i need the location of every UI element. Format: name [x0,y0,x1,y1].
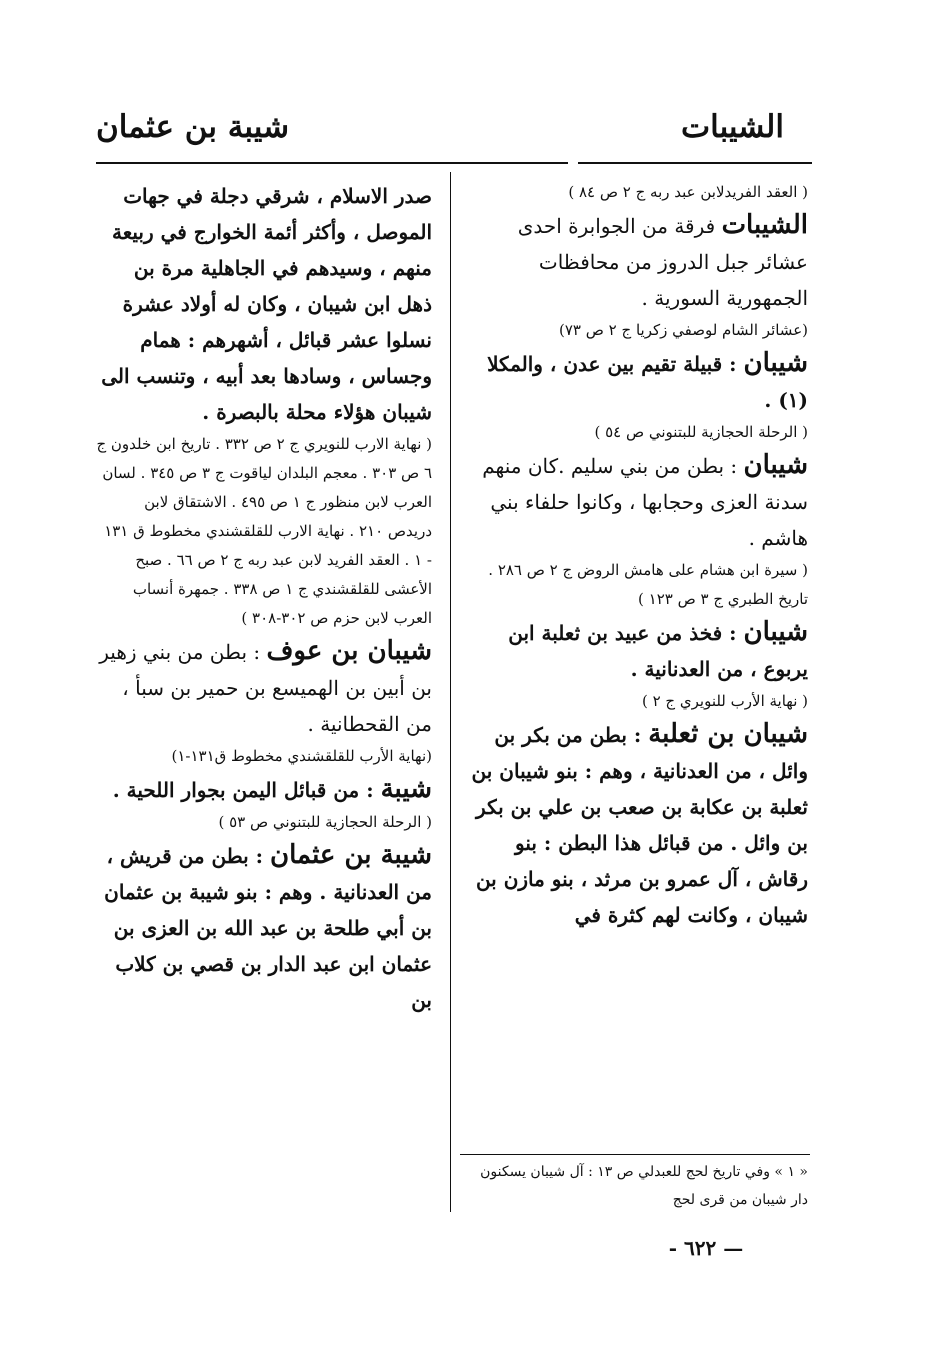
entry-shaybat [460,207,808,316]
entry-shayban-bin-awf [96,633,432,742]
entry-headword: شيبة بن عثمان [270,840,432,870]
entry-text: : بطن من بني زهير بن أبين بن الهميسع بن حمير بن سبأ ، من القحطانية . [99,640,432,736]
column-divider [450,172,451,1212]
left-column [96,178,432,1018]
entry-shayban-1 [460,345,808,418]
entry-text: : من قبائل اليمن بجوار اللحية . [112,778,381,802]
page-number: — ٦٢٢ - [668,1236,744,1260]
source-citation: ( الرحلة الحجازية للبتنوني ص ٥٤ ) [594,423,808,441]
entry-headword: شيبان بن عوف [266,636,432,666]
entry-headword: شيبة [380,774,432,804]
entry-text: : بطن من بني سليم .كان منهم سدنة العزى وحجابها ، وكانوا حلفاء بني هاشم . [482,454,808,550]
source-citation: ( نهاية الارب للنويري ج ٢ ص ٣٣٢ . تاريخ ابن خلدون ج ٦ ص ٣٠٣ . معجم البلدان لياقوت ج ٣ ص ٣٤٥ . لسان العرب لابن منظور ج ١ ص ٤٩٥ . الاشتقاق لابن دريدص ٢١٠ . نهاية الارب للقلقشندي مخطوط ق ١٣١ - ١ . العقد الفريد لابن عبد ربه ج ٢ ص ٦٦ . صبح الأعشى للقلقشندي ج ١ ص ٣٣٨ . جمهرة أنساب العرب لابن حزم ص ٣٠٢-٣٠٨ ) [96,435,432,627]
source-citation: (نهاية الأرب للقلقشندي مخطوط ق١٣١-١) [171,747,432,765]
entry-headword: شيبان [743,348,808,378]
footnote-rule [460,1154,810,1155]
entry-headword: شيبان [743,450,808,480]
source-citation: ( نهاية الأرب للنويري ج ٢ ) [641,692,808,710]
entry-shayban-3 [460,614,808,687]
entry-shayba [96,771,432,808]
header-rule-left [96,162,568,164]
entry-text: : بطن من بكر بن وائل ، من العدنانية ، وهم : بنو شيبان بن ثعلبة بن عكابة بن صعب بن علي بن بكر بن وائل . من قبائل هذا البطن : بنو رقاش ، آل عمرو بن مرثد ، بنو مازن بن شيبان ، وكانت لهم كثرة في [471,723,808,927]
entry-text: فرقة من الجوابرة احدى عشائر جبل الدروز من محافظات الجمهورية السورية . [517,214,808,310]
entry-headword: شيبان [743,617,808,647]
footnote: « ١ » وفي تاريخ لحج للعبدلي ص ١٣ : آل شيبان يسكنون دار شيبان من قرى لحج [480,1164,808,1208]
entry-text: : قبيلة تقيم بين عدن ، والمكلا (١) . [487,352,808,412]
source-citation: ( الرحلة الحجازية للبتنوني ص ٥٣ ) [218,813,432,831]
entry-continued-text: صدر الاسلام ، شرقي دجلة في جهات الموصل ، وأكثر أئمة الخوارج في ربيعة منهم ، وسيدهم في الجاهلية مرة بن ذهل ابن شيبان ، وكان له أولاد عشرة نسلوا عشر قبائل ، أشهرهم : همام وجساس ، وسادها بعد أبيه ، وتنسب الى شيبان هؤلاء محلة بالبصرة . [101,184,432,424]
entry-text: : فخذ من عبيد بن ثعلبة ابن يربوع ، من العدنانية . [508,621,808,681]
entry-shayba-bin-uthman [96,837,432,1018]
entry-headword: الشيبات [721,210,808,240]
entry-shayban-bin-thalaba [460,716,808,933]
header-rule-right [578,162,812,164]
source-citation: (عشائر الشام لوصفي زكريا ج ٢ ص ٧٣) [559,321,808,339]
right-column [460,178,808,933]
running-header-right: الشيبات [680,109,784,145]
source-citation: ( سيرة ابن هشام على هامش الروض ج ٢ ص ٢٨٦ . تاريخ الطبري ج ٣ ص ١٢٣ ) [488,561,808,608]
entry-headword: شيبان بن ثعلبة [648,719,808,749]
entry-shayban-2 [460,447,808,556]
entry-text: : بطن من قريش ، من العدنانية . وهم : بنو شيبة بن عثمان بن أبي طلحة بن عبد الله بن العزى بن عثمان ابن عبد الدار بن قصي بن كلاب بن [104,844,432,1012]
source-citation: ( العقد الفريدلابن عبد ربه ج ٢ ص ٨٤ ) [568,183,808,201]
running-header-left: شيبة بن عثمان [96,109,290,145]
